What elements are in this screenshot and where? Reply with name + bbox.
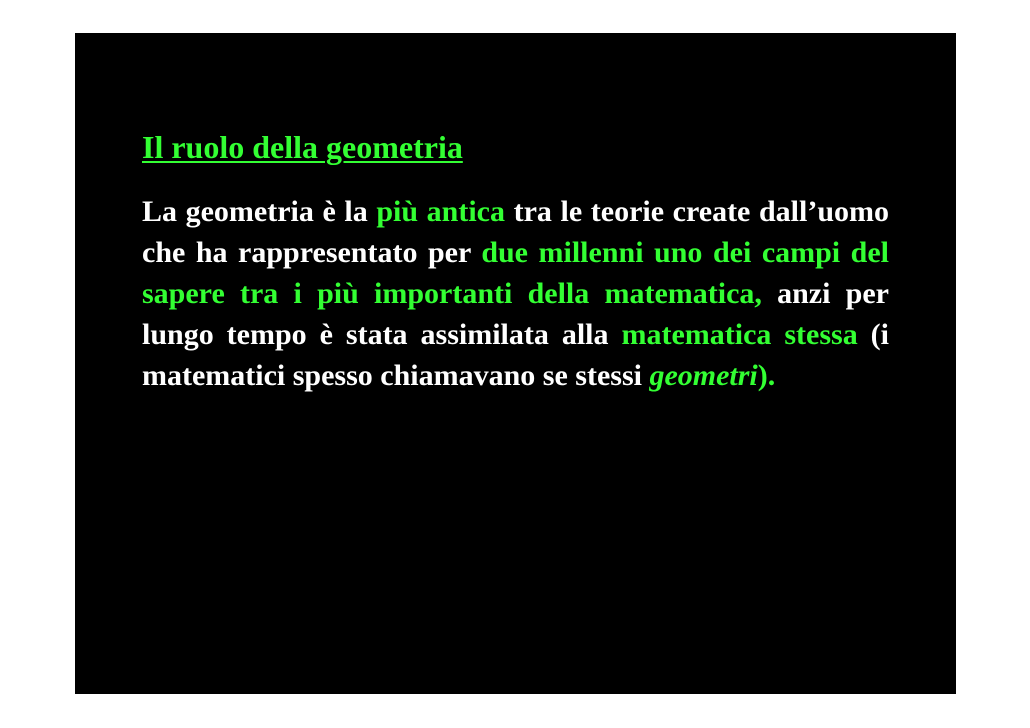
text-segment: anzi per lungo tempo è stata assimilata alla [142, 277, 889, 351]
highlight-segment: più antica [376, 195, 505, 228]
highlight-italic-segment: geometri [649, 359, 758, 392]
slide-paragraph [142, 191, 889, 396]
slide [75, 33, 956, 694]
text-segment: La geometria è la [142, 195, 377, 228]
highlight-segment: matematica stessa [621, 318, 858, 351]
text-segment: tra le teorie create dall’uomo che ha rappresentato per [142, 195, 889, 269]
slide-title: Il ruolo della geometria [142, 129, 463, 165]
highlight-segment: due millenni uno dei campi del sapere tra i più importanti della matematica, [142, 236, 889, 310]
highlight-segment: ). [757, 359, 776, 392]
text-segment: (i matematici spesso chiamavano se stessi [142, 318, 889, 392]
